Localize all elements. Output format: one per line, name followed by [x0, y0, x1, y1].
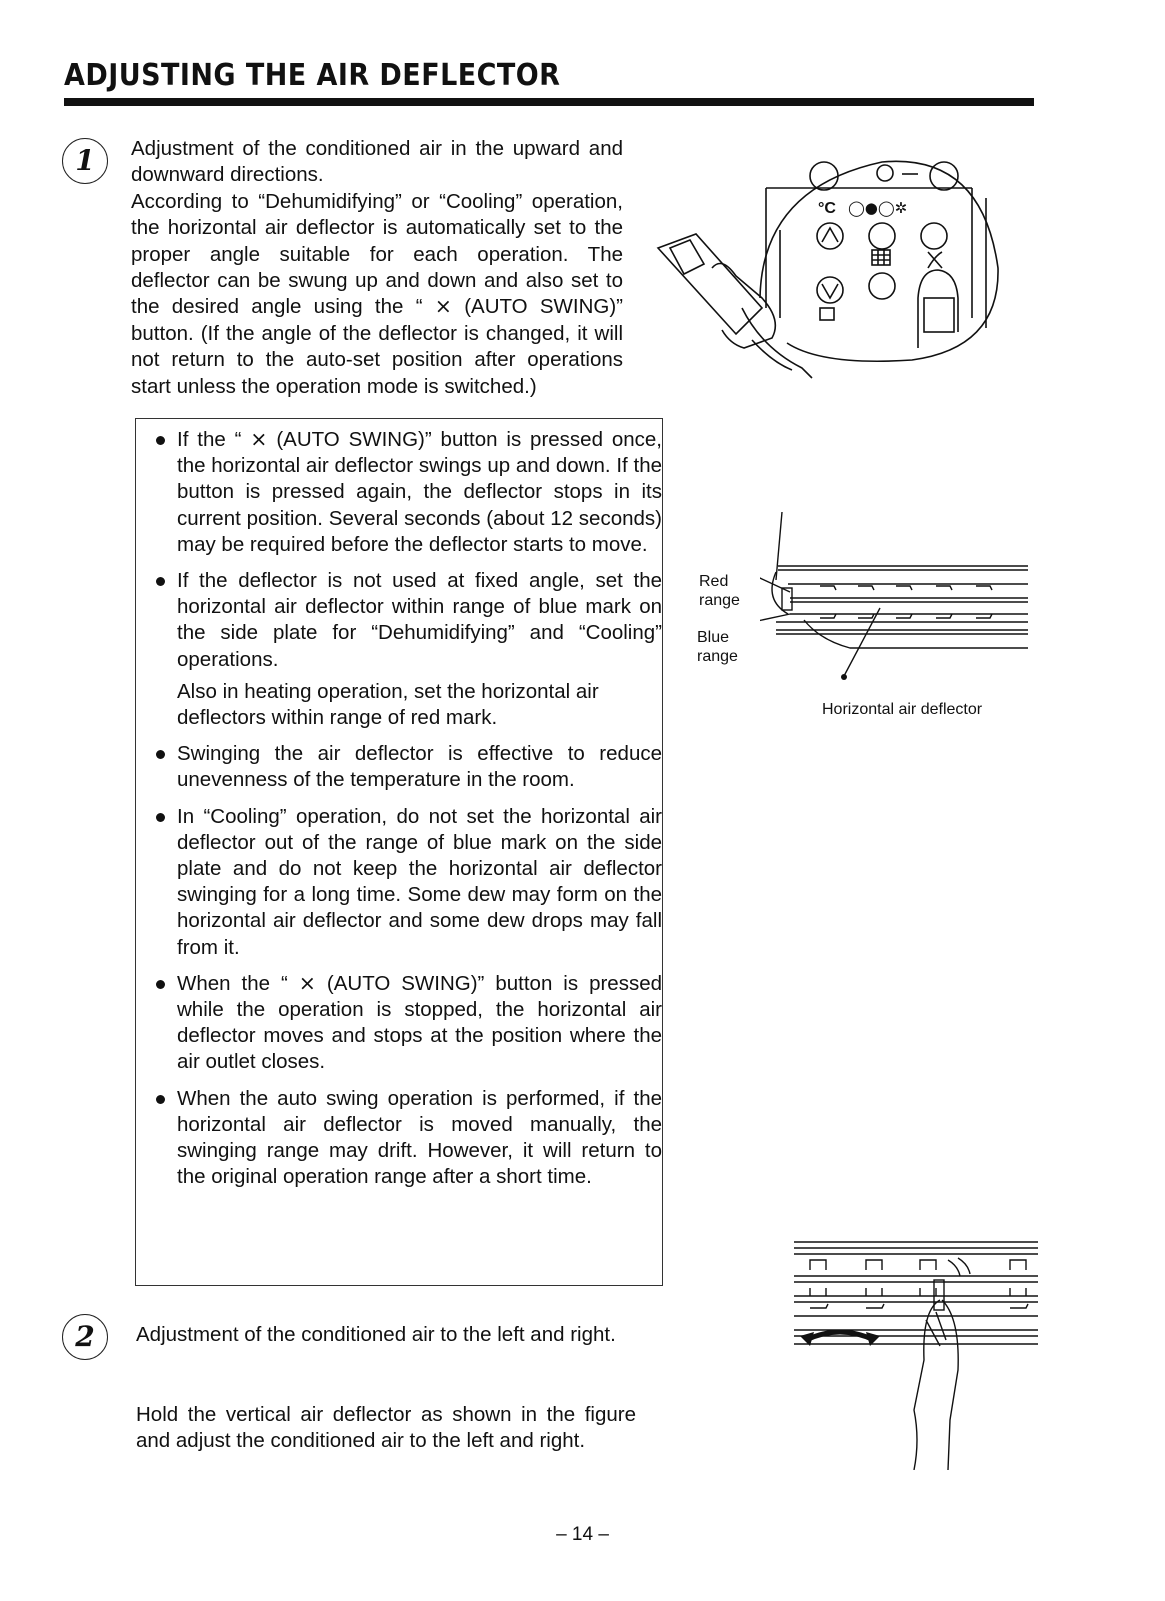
note-item-continuation: Also in heating operation, set the horizontal air deflectors within range of red mark. [177, 679, 599, 730]
red-range-label: Red range [699, 573, 740, 609]
step-number-2: 2 [62, 1314, 108, 1360]
page-title: ADJUSTING THE AIR DEFLECTOR [64, 58, 561, 93]
note-item: When the “ ⨯ (AUTO SWING)” button is pressed while the operation is stopped, the horizontal air deflector moves and stops at the position where the air outlet closes. [136, 971, 662, 1076]
title-rule [64, 98, 1034, 106]
horizontal-deflector-figure [760, 510, 1030, 700]
page-number: – 14 – [556, 1524, 609, 1545]
note-item: In “Cooling” operation, do not set the horizontal air deflector out of the range of blue mark on the side plate and do not keep the horizontal air deflector swinging for a long time. Some dew may form on the horizontal air deflector and some dew drops may fall from it. [136, 804, 662, 961]
section-2-heading: Adjustment of the conditioned air to the left and right. [136, 1323, 616, 1346]
note-item: When the auto swing operation is performed, if the horizontal air deflector is moved manually, the swinging range may drift. However, it will return to the original operation range after a short time. [136, 1086, 662, 1191]
vertical-deflector-figure [790, 1240, 1040, 1470]
note-item: If the “ ⨯ (AUTO SWING)” button is pressed once, the horizontal air deflector swings up and down. If the button is pressed again, the deflector stops in its current position. Several seconds (about 12 seconds) may be required before the deflector starts to move. [136, 427, 662, 558]
section-1-text [131, 136, 623, 400]
section-1-heading: Adjustment of the conditioned air in the upward and downward directions. [131, 137, 623, 187]
section-1-body: According to “Dehumidifying” or “Cooling” operation, the horizontal air deflector is automatically set to the proper angle suitable for each operation. The deflector can be swung up and down and also set to the desired angle using the “ ⨯ (AUTO SWING)” button. (If the angle of the deflector is changed, it will not return to the auto-set position after operations start unless the operation mode is switched.) [131, 189, 623, 398]
svg-text:◯●◯✲: ◯●◯✲ [848, 199, 908, 217]
bullet-icon [156, 436, 165, 445]
celsius-label: °C [818, 200, 836, 217]
blue-range-label: Blue range [697, 629, 738, 665]
remote-control-figure [652, 148, 1012, 388]
bullet-icon [156, 577, 165, 586]
bullet-icon [156, 750, 165, 759]
bullet-icon [156, 1095, 165, 1104]
deflector-caption: Horizontal air deflector [822, 701, 983, 718]
bullet-icon [156, 813, 165, 822]
note-item: Swinging the air deflector is effective to reduce unevenness of the temperature in the room. [136, 741, 662, 793]
bullet-icon [156, 980, 165, 989]
section-2-body: Hold the vertical air deflector as shown in the figure and adjust the conditioned air to the left and right. [136, 1403, 636, 1453]
notes-box [135, 418, 663, 1286]
step-number-1: 1 [62, 138, 108, 184]
note-item: If the deflector is not used at fixed angle, set the horizontal air deflector within range of blue mark on the side plate for “Dehumidifying” and “Cooling” operations. [136, 568, 662, 673]
